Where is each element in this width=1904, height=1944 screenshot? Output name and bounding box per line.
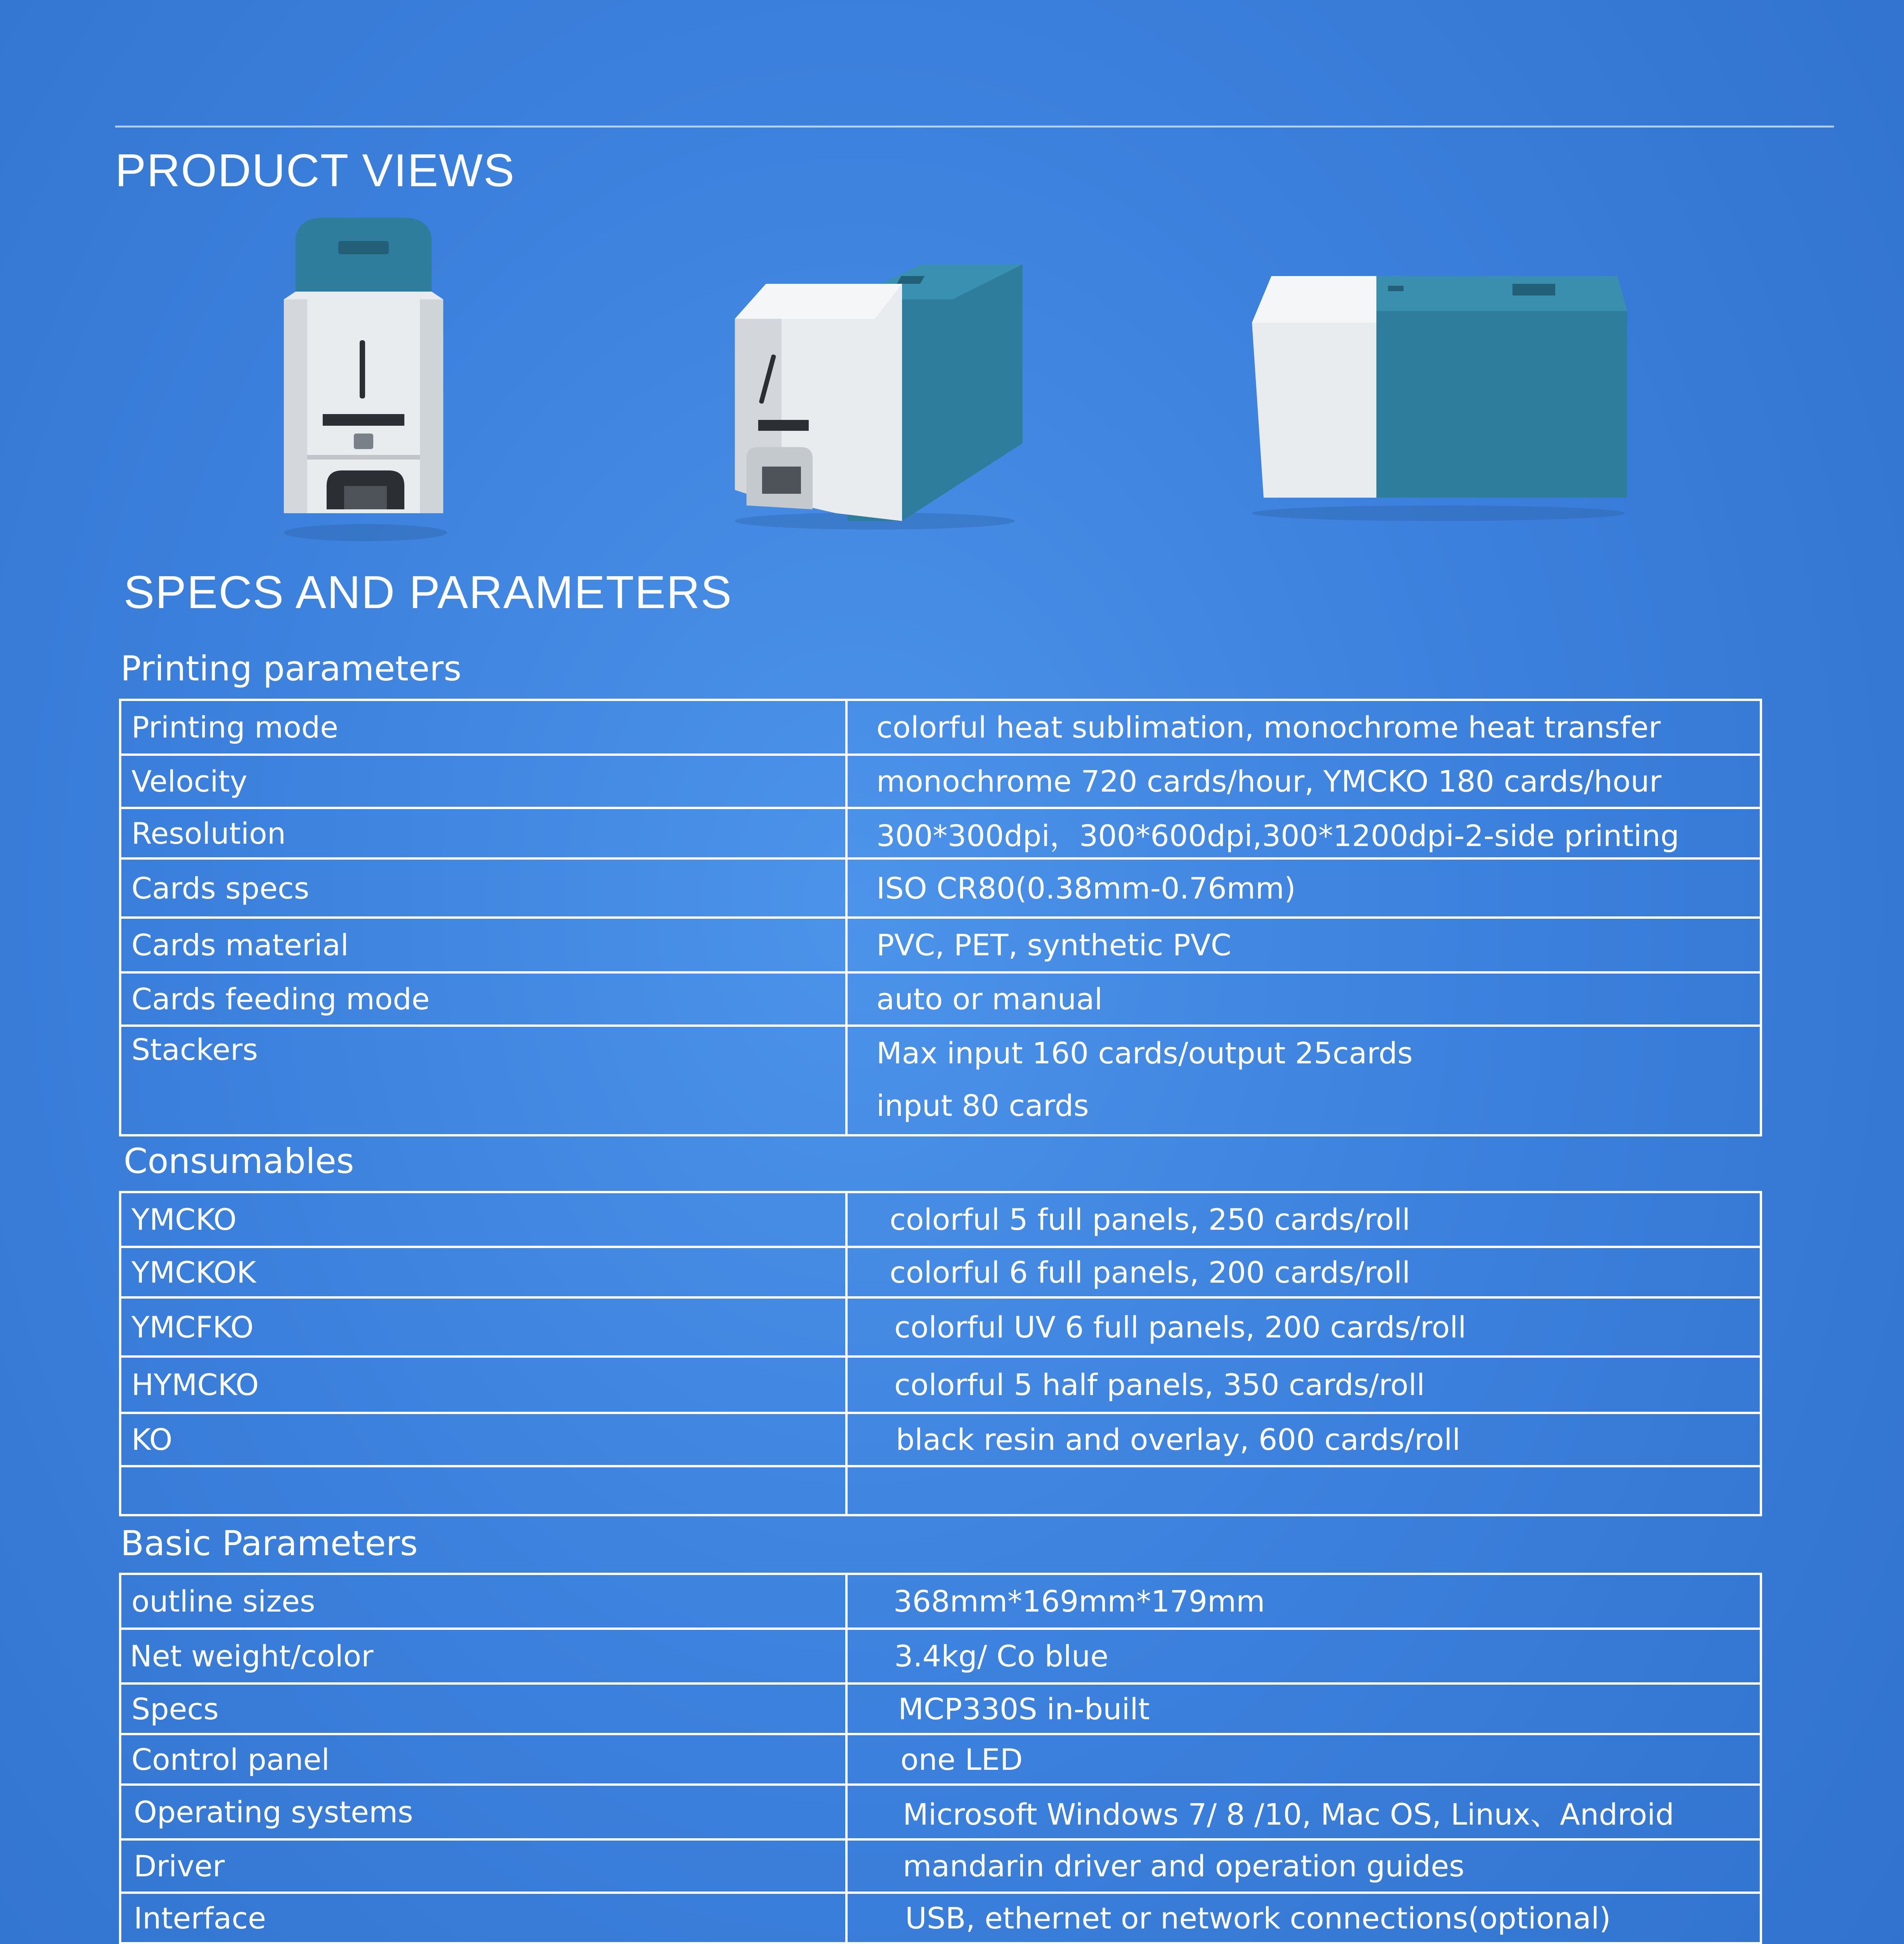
- printer-side-view-image: [1244, 268, 1633, 525]
- row-label: outline sizes: [120, 1574, 846, 1629]
- row-value-stackers: [846, 1026, 1761, 1135]
- row-value: MCP330S in-built: [846, 1684, 1761, 1734]
- row-value: mandarin driver and operation guides: [846, 1839, 1761, 1893]
- row-label: Cards specs: [120, 858, 846, 918]
- table-row: [120, 1297, 1761, 1357]
- table-row: [120, 858, 1761, 918]
- stackers-line-1: Max input 160 cards/output 25cards: [876, 1036, 1413, 1070]
- row-value: 3.4kg/ Co blue: [846, 1629, 1761, 1684]
- row-label: Specs: [120, 1684, 846, 1734]
- row-value: colorful 6 full panels, 200 cards/roll: [846, 1247, 1761, 1297]
- row-label: Stackers: [120, 1026, 846, 1135]
- table-row: [120, 808, 1761, 858]
- row-value: ISO CR80(0.38mm-0.76mm): [846, 858, 1761, 918]
- row-label: Cards material: [120, 918, 846, 972]
- table-row: [120, 1785, 1761, 1839]
- row-label: Driver: [120, 1839, 846, 1893]
- row-label: Interface: [120, 1893, 846, 1943]
- table-row: [120, 1192, 1761, 1247]
- table-row: [120, 972, 1761, 1026]
- row-label: KO: [120, 1413, 846, 1466]
- basic-parameters-table: [119, 1573, 1762, 1944]
- consumables-table: [119, 1191, 1762, 1516]
- row-value: colorful heat sublimation, monochrome heat transfer: [846, 700, 1761, 755]
- table-row: [120, 1734, 1761, 1785]
- consumables-heading: Consumables: [124, 1141, 354, 1181]
- row-value: one LED: [846, 1734, 1761, 1785]
- row-label-empty: [120, 1466, 846, 1515]
- row-value: monochrome 720 cards/hour, YMCKO 180 cards/hour: [846, 755, 1761, 808]
- row-label: Printing mode: [120, 700, 846, 755]
- table-row: [120, 1357, 1761, 1413]
- row-label: YMCKOK: [120, 1247, 846, 1297]
- specs-heading: SPECS AND PARAMETERS: [124, 566, 733, 618]
- row-value-empty: [846, 1466, 1761, 1515]
- table-row: [120, 1893, 1761, 1943]
- printing-parameters-heading: Printing parameters: [121, 649, 462, 689]
- table-row: [120, 1574, 1761, 1629]
- stackers-line-2: input 80 cards: [876, 1088, 1089, 1123]
- table-row: [120, 1839, 1761, 1893]
- row-value: black resin and overlay, 600 cards/roll: [846, 1413, 1761, 1466]
- printer-front-view-image: [272, 210, 459, 544]
- row-label: Velocity: [120, 755, 846, 808]
- row-label: Control panel: [120, 1734, 846, 1785]
- product-views: [0, 210, 1904, 552]
- row-value: auto or manual: [846, 972, 1761, 1026]
- row-value: PVC, PET, synthetic PVC: [846, 918, 1761, 972]
- printer-angled-view-image: [719, 241, 1030, 537]
- row-value: 368mm*169mm*179mm: [846, 1574, 1761, 1629]
- basic-parameters-heading: Basic Parameters: [121, 1523, 418, 1563]
- table-row: [120, 1413, 1761, 1466]
- row-value: colorful 5 full panels, 250 cards/roll: [846, 1192, 1761, 1247]
- table-row: [120, 1684, 1761, 1734]
- printing-parameters-table: [119, 699, 1762, 1136]
- row-value: 300*300dpi，300*600dpi,300*1200dpi-2-side printing: [846, 808, 1761, 858]
- row-value: Microsoft Windows 7/ 8 /10, Mac OS, Linux、Android: [846, 1785, 1761, 1839]
- row-label: Resolution: [120, 808, 846, 858]
- row-value: colorful UV 6 full panels, 200 cards/roll: [846, 1297, 1761, 1357]
- table-row: [120, 700, 1761, 755]
- table-row: [120, 1629, 1761, 1684]
- row-label: Operating systems: [120, 1785, 846, 1839]
- row-label: YMCKO: [120, 1192, 846, 1247]
- row-label: Net weight/color: [120, 1629, 846, 1684]
- header-divider: [115, 126, 1834, 128]
- row-label: Cards feeding mode: [120, 972, 846, 1026]
- row-value: colorful 5 half panels, 350 cards/roll: [846, 1357, 1761, 1413]
- row-label: YMCFKO: [120, 1297, 846, 1357]
- table-row: [120, 918, 1761, 972]
- product-views-heading: PRODUCT VIEWS: [115, 145, 515, 196]
- table-row: [120, 1247, 1761, 1297]
- row-label: HYMCKO: [120, 1357, 846, 1413]
- table-row: [120, 755, 1761, 808]
- table-row-empty: [120, 1466, 1761, 1515]
- table-row: [120, 1026, 1761, 1135]
- row-value: USB, ethernet or network connections(optional): [846, 1893, 1761, 1943]
